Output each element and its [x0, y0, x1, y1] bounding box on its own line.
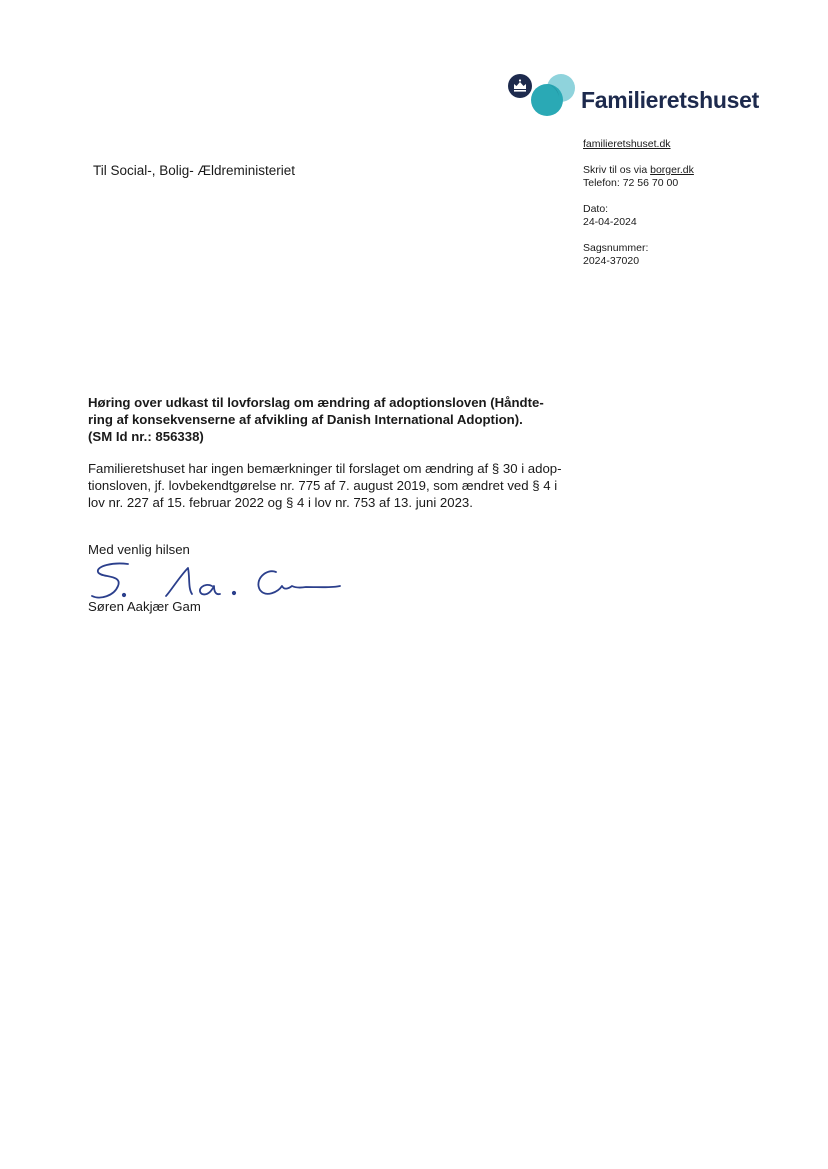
logo-mark-icon	[507, 72, 581, 120]
letter-body	[88, 460, 588, 511]
sender-info	[583, 138, 694, 281]
phone-number: Telefon: 72 56 70 00	[583, 177, 679, 189]
signer-name: Søren Aakjær Gam	[88, 599, 201, 614]
body-line: lov nr. 227 af 15. februar 2022 og § 4 i lov nr. 753 af 13. juni 2023.	[88, 495, 473, 510]
contact-line	[583, 164, 694, 177]
website-link[interactable]: familieretshuset.dk	[583, 138, 671, 150]
borger-link[interactable]: borger.dk	[650, 164, 694, 176]
recipient: Til Social-, Bolig- Ældreministeriet	[93, 163, 296, 178]
contact-prefix: Skriv til os via	[583, 164, 651, 176]
brand-name: Familieretshuset	[581, 87, 759, 113]
case-number-label: Sagsnummer:	[583, 242, 649, 254]
case-number-value: 2024-37020	[583, 255, 640, 267]
date-value: 24-04-2024	[583, 216, 637, 228]
date-label: Dato:	[583, 203, 609, 215]
closing-greeting: Med venlig hilsen	[88, 542, 190, 557]
familieretshuset-logo	[507, 72, 767, 120]
subject-line: (SM Id nr.: 856338)	[88, 429, 204, 444]
body-line: tionsloven, jf. lovbekendtgørelse nr. 775 af 7. august 2019, som ændret ved § 4 i	[88, 478, 558, 493]
letter-subject	[88, 394, 588, 445]
body-line: Familieretshuset har ingen bemærkninger til forslaget om ændring af § 30 i adop-	[88, 461, 562, 476]
subject-line: Høring over udkast til lovforslag om ændring af adoptionsloven (Håndte-	[88, 395, 544, 410]
logo-teal-circle	[531, 84, 563, 116]
handwritten-signature	[88, 558, 348, 604]
subject-line: ring af konsekvenserne af afvikling af Danish International Adoption).	[88, 412, 523, 427]
